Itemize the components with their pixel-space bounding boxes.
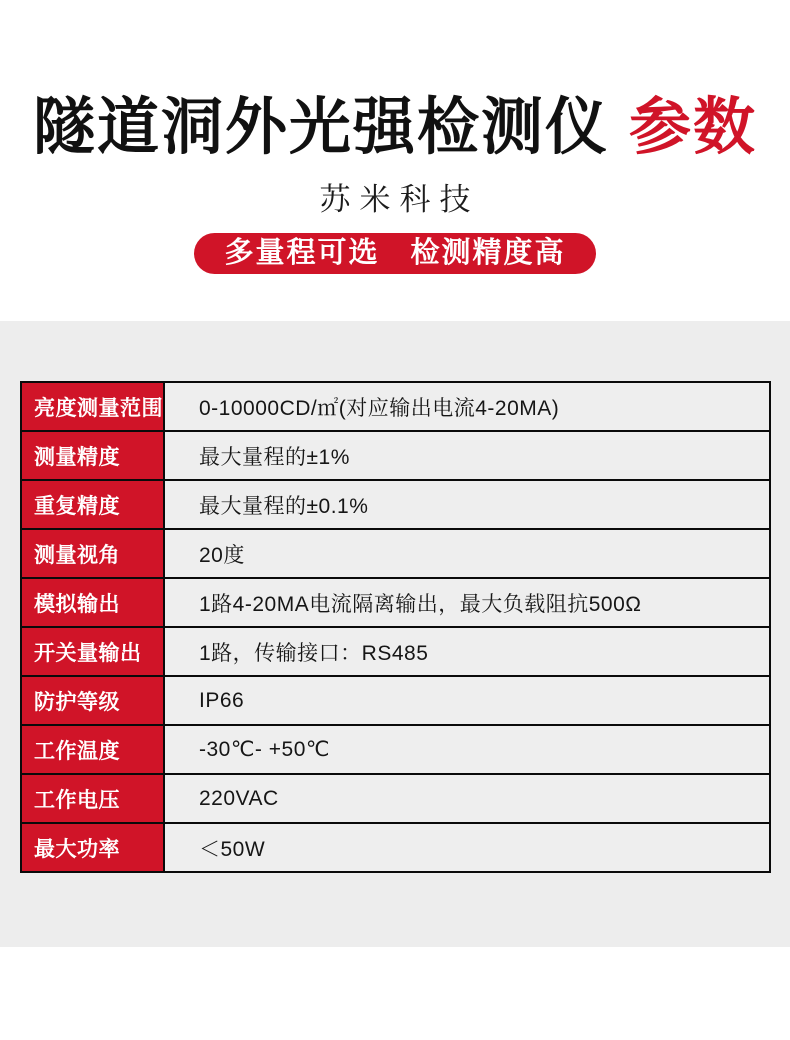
hero-section <box>0 0 790 321</box>
table-row <box>21 725 770 774</box>
spec-value-cell: 20度 <box>164 529 770 578</box>
table-row <box>21 529 770 578</box>
table-row <box>21 676 770 725</box>
spec-label-cell: 工作温度 <box>21 725 164 774</box>
brand-subtitle: 苏米科技 <box>319 182 480 218</box>
spec-label-cell: 防护等级 <box>21 676 164 725</box>
spec-label-cell: 测量视角 <box>21 529 164 578</box>
spec-value-cell: 220VAC <box>164 774 770 823</box>
table-row <box>21 627 770 676</box>
spec-value-cell: IP66 <box>164 676 770 725</box>
feature-banner: 多量程可选 检测精度高 <box>194 233 595 274</box>
table-row <box>21 774 770 823</box>
spec-label-cell: 模拟输出 <box>21 578 164 627</box>
spec-label-cell: 测量精度 <box>21 431 164 480</box>
page-title-main: 隧道洞外光强检测仪 <box>32 93 609 162</box>
table-row <box>21 382 770 431</box>
spec-value-cell: 1路，传输接口：RS485 <box>164 627 770 676</box>
table-row <box>21 823 770 872</box>
table-row <box>21 578 770 627</box>
spec-value-cell: 0-10000CD/㎡(对应输出电流4-20MA) <box>164 382 770 431</box>
spec-label-cell: 工作电压 <box>21 774 164 823</box>
spec-label-cell: 亮度测量范围 <box>21 382 164 431</box>
table-row <box>21 480 770 529</box>
table-row <box>21 431 770 480</box>
page-title-highlight: 参数 <box>629 93 758 162</box>
spec-value-cell: ＜50W <box>164 823 770 872</box>
spec-value-cell: 1路4-20MA电流隔离输出，最大负载阻抗500Ω <box>164 578 770 627</box>
spec-label-cell: 最大功率 <box>21 823 164 872</box>
spec-value-cell: -30℃- +50℃ <box>164 725 770 774</box>
spec-table-body <box>21 382 770 872</box>
spec-label-cell: 开关量输出 <box>21 627 164 676</box>
spec-value-cell: 最大量程的±1% <box>164 431 770 480</box>
spec-table <box>20 381 771 873</box>
spec-section <box>0 321 790 947</box>
page-title <box>0 94 790 162</box>
spec-label-cell: 重复精度 <box>21 480 164 529</box>
spec-value-cell: 最大量程的±0.1% <box>164 480 770 529</box>
